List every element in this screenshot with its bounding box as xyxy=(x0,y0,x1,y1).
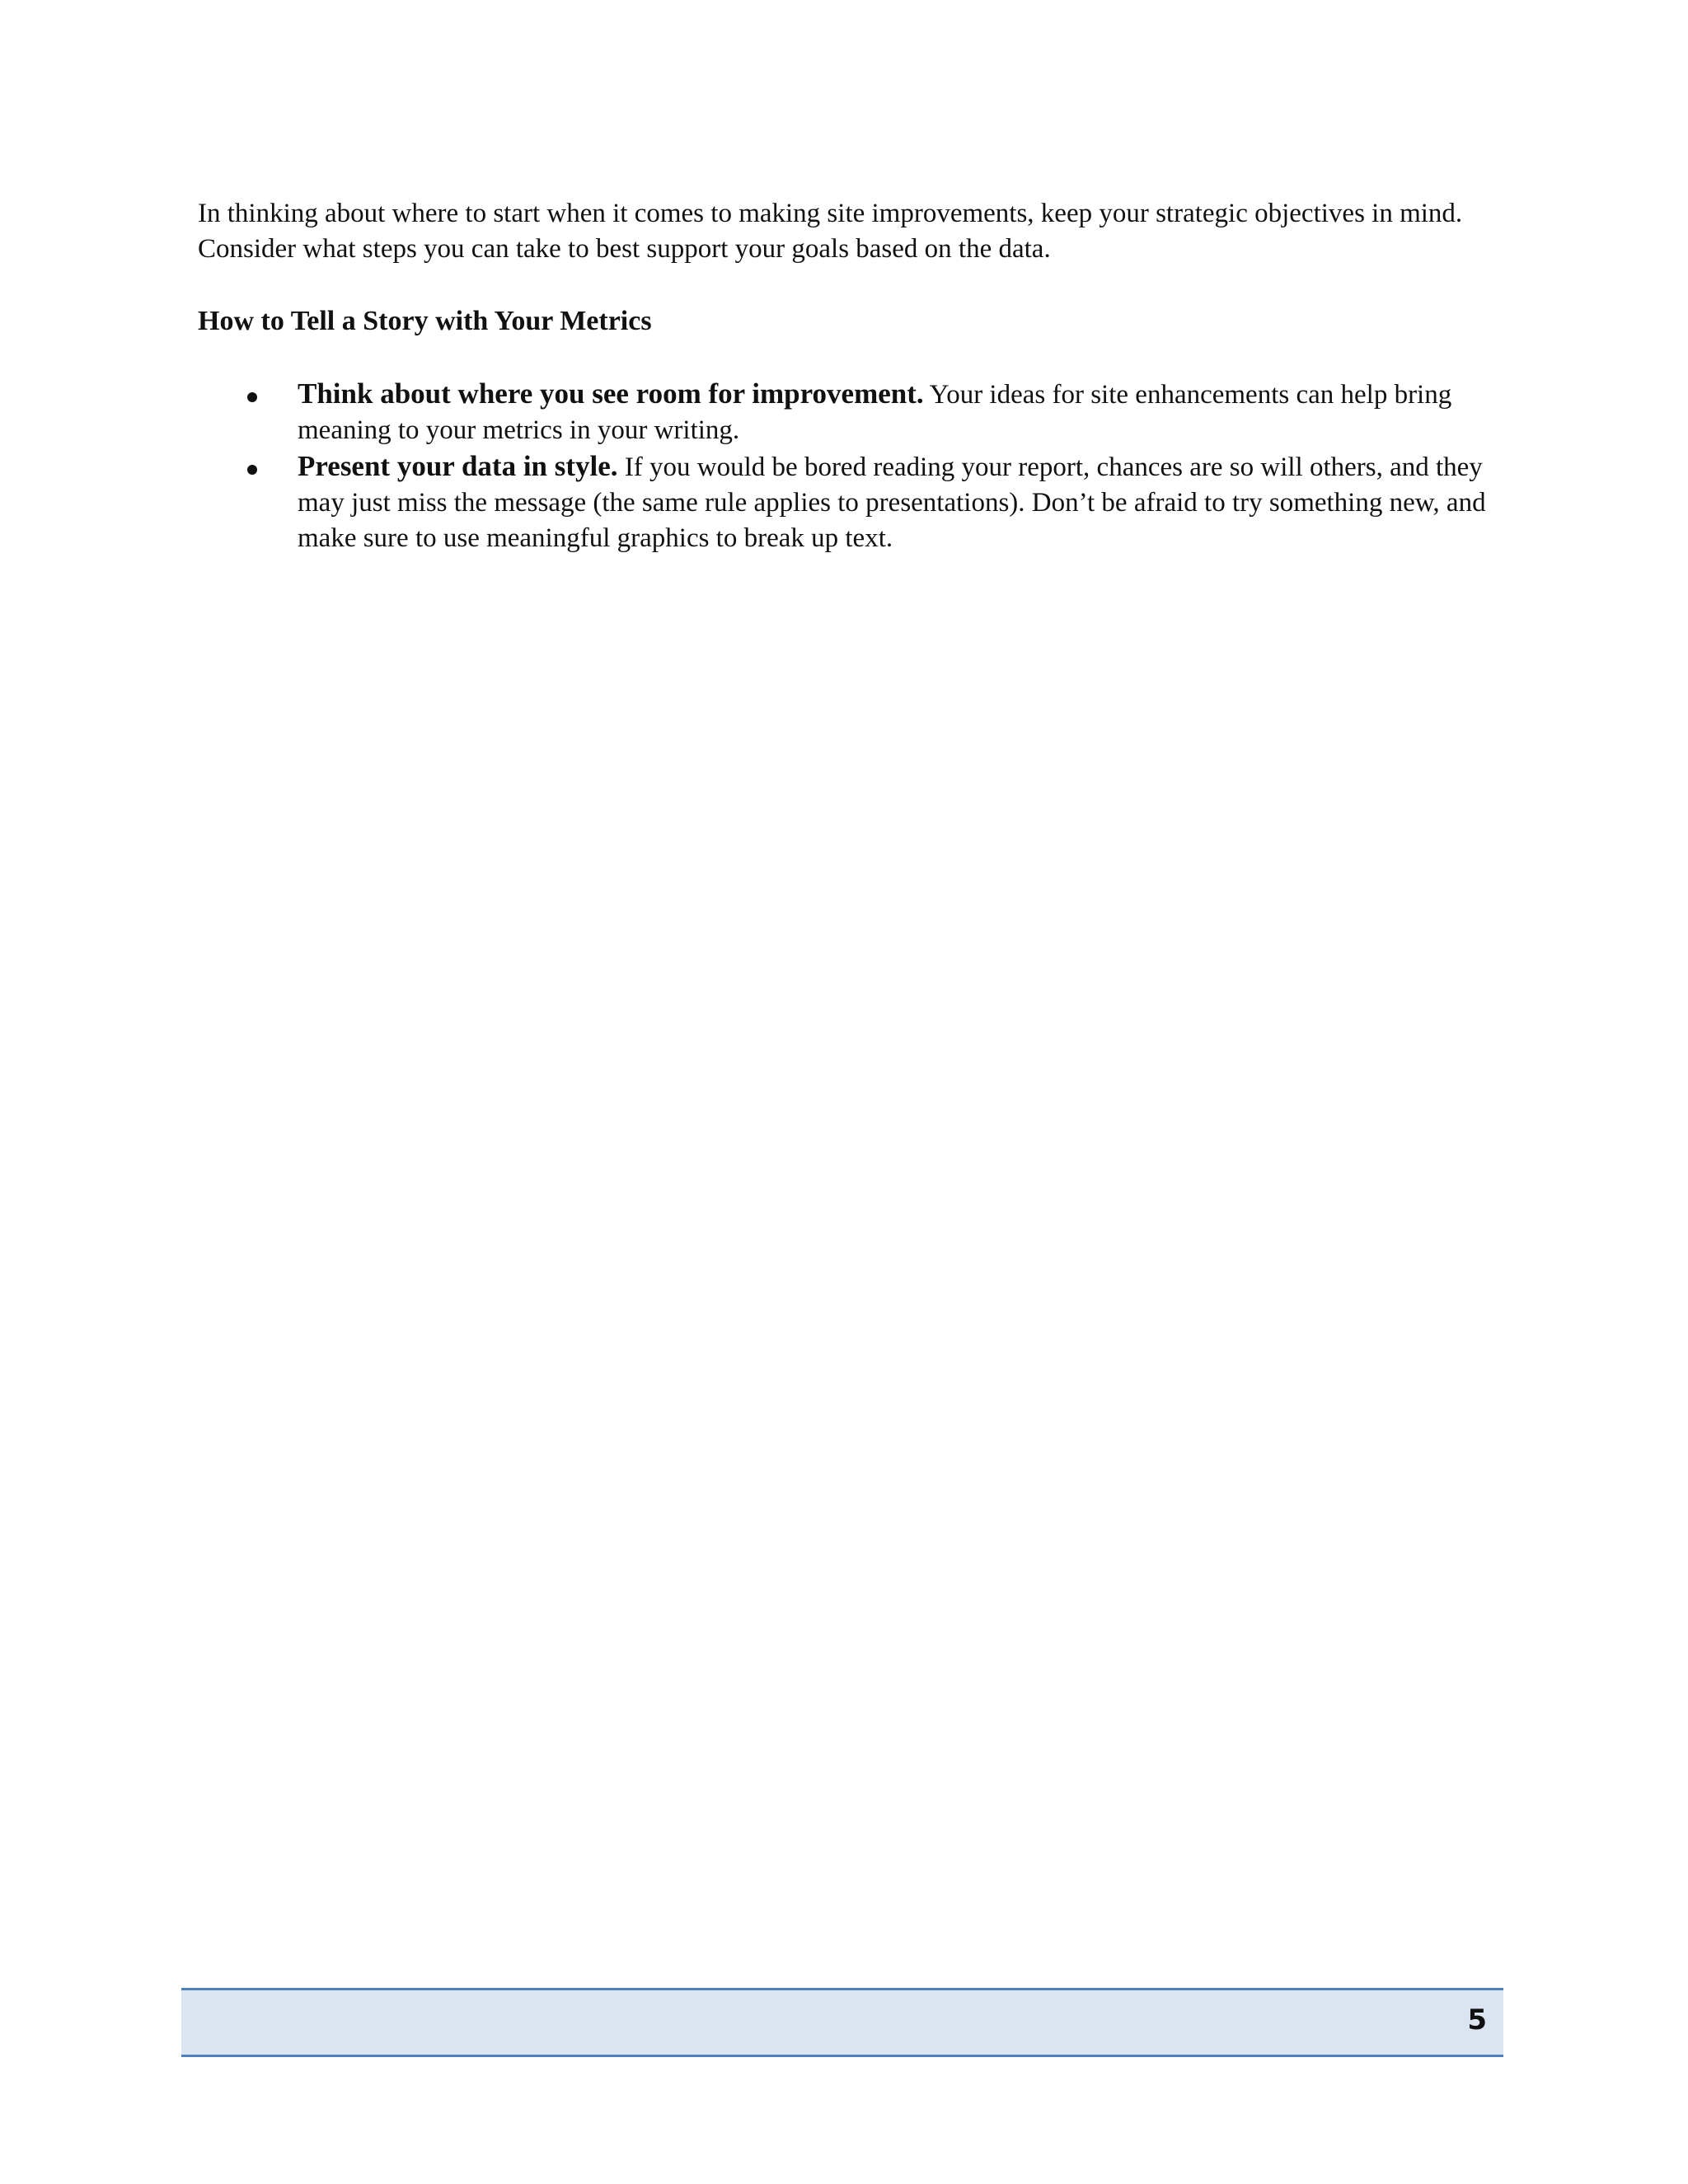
list-item xyxy=(198,376,1500,448)
list-item xyxy=(198,448,1500,556)
bullet-body-text: Your ideas for site enhancements can help bring meaning to your metrics in your writing. xyxy=(298,380,1452,445)
bullet-icon xyxy=(247,392,257,402)
bullet-list xyxy=(198,376,1500,556)
section-heading: How to Tell a Story with Your Metrics xyxy=(198,306,652,336)
bullet-icon xyxy=(247,465,257,475)
bullet-lead-text: Think about where you see room for improvement. xyxy=(298,377,924,410)
bullet-body-text: If you would be bored reading your report, chances are so will others, and they may just miss the message (the same rule applies to presentations). Don’t be afraid to try something new, and make sure to use meaningful graphics to break up text. xyxy=(298,452,1486,553)
page-content xyxy=(198,196,1500,556)
intro-paragraph: In thinking about where to start when it comes to making site improvements, keep your strategic objectives in mind. Consider what steps you can take to best support your goals based on the data. xyxy=(198,199,1463,264)
bullet-lead-text: Present your data in style. xyxy=(298,450,618,482)
page-number: 5 xyxy=(1467,2004,1487,2036)
footer-bar xyxy=(181,1988,1503,2057)
